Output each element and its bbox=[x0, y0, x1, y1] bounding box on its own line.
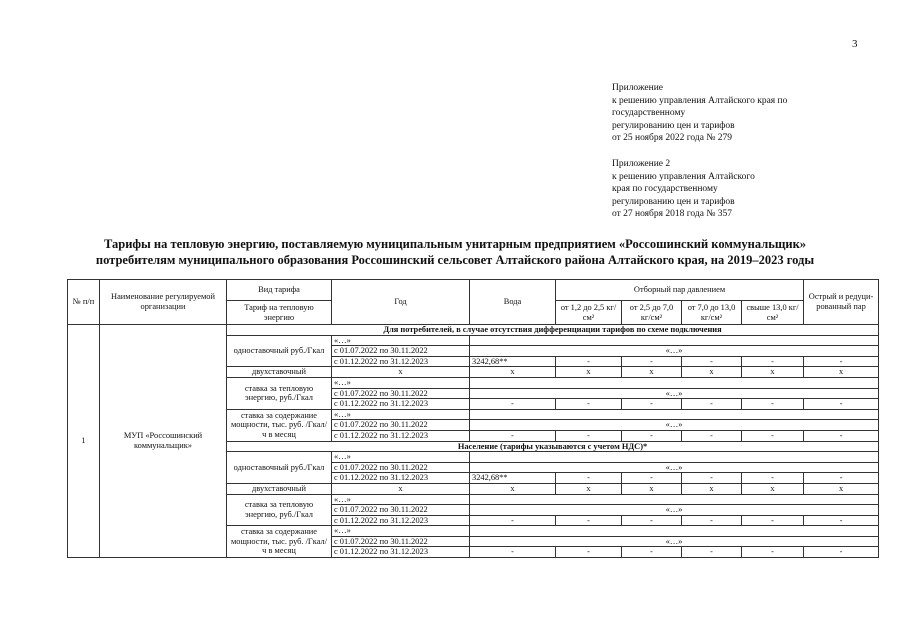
dash-cell: - bbox=[682, 430, 742, 441]
tariff-label-double: двухставочный bbox=[227, 367, 332, 378]
page-number: 3 bbox=[852, 38, 858, 50]
header-org: Наименование регулируемой организации bbox=[100, 280, 227, 325]
organization-name: МУП «Россошинский коммунальщик» bbox=[100, 325, 227, 558]
x-cell: х bbox=[682, 483, 742, 494]
annex-1-line: Приложение bbox=[612, 83, 663, 93]
x-cell: х bbox=[622, 367, 682, 378]
dash-cell: - bbox=[682, 515, 742, 526]
period-placeholder: «…» bbox=[332, 452, 470, 463]
period-cell: с 01.12.2022 по 31.12.2023 bbox=[332, 399, 470, 410]
period-cell: с 01.12.2022 по 31.12.2023 bbox=[332, 356, 470, 367]
x-cell: х bbox=[332, 483, 470, 494]
dash-cell: - bbox=[742, 515, 804, 526]
tariff-label-heat-rate: ставка за тепловую энергию, руб./Гкал bbox=[227, 377, 332, 409]
period-placeholder: «…» bbox=[332, 377, 470, 388]
dash-cell: - bbox=[804, 473, 879, 484]
dash-cell: - bbox=[742, 547, 804, 558]
tariff-label-capacity-rate: ставка за содержание мощности, тыс. руб. /Гкал/ч в месяц bbox=[227, 409, 332, 441]
period-cell: с 01.07.2022 по 30.11.2022 bbox=[332, 536, 470, 547]
header-sharp-steam: Острый и редуци-рованный пар bbox=[804, 280, 879, 325]
dash-cell: - bbox=[622, 430, 682, 441]
dash-cell: - bbox=[804, 356, 879, 367]
x-cell: х bbox=[332, 367, 470, 378]
dash-cell: - bbox=[682, 547, 742, 558]
annex-1-line: государственному bbox=[612, 108, 686, 118]
dash-cell: - bbox=[682, 399, 742, 410]
dash-cell: - bbox=[682, 356, 742, 367]
x-cell: х bbox=[470, 483, 556, 494]
period-placeholder: «…» bbox=[332, 526, 470, 537]
dash-cell: - bbox=[804, 430, 879, 441]
header-water: Вода bbox=[470, 280, 556, 325]
dash-cell: - bbox=[556, 473, 622, 484]
empty-cell bbox=[470, 526, 879, 537]
empty-cell bbox=[470, 452, 879, 463]
empty-cell bbox=[470, 409, 879, 420]
dash-cell: - bbox=[804, 399, 879, 410]
value-placeholder: «…» bbox=[470, 505, 879, 516]
dash-cell: - bbox=[622, 399, 682, 410]
document-title bbox=[40, 236, 870, 268]
dash-cell: - bbox=[622, 356, 682, 367]
section-heading: Для потребителей, в случае отсутствия дифференциации тарифов по схеме подключения bbox=[227, 325, 879, 336]
period-cell: с 01.12.2022 по 31.12.2023 bbox=[332, 430, 470, 441]
dash-cell: - bbox=[682, 473, 742, 484]
dash-cell: - bbox=[470, 547, 556, 558]
x-cell: х bbox=[742, 367, 804, 378]
x-cell: х bbox=[682, 367, 742, 378]
period-cell: с 01.07.2022 по 30.11.2022 bbox=[332, 462, 470, 473]
tariff-label-double: двухставочный bbox=[227, 483, 332, 494]
header-steam: Отборный пар давлением bbox=[556, 280, 804, 301]
tariff-label-heat-rate: ставка за тепловую энергию, руб./Гкал bbox=[227, 494, 332, 526]
dash-cell: - bbox=[556, 515, 622, 526]
dash-cell: - bbox=[804, 547, 879, 558]
dash-cell: - bbox=[556, 547, 622, 558]
period-cell: с 01.07.2022 по 30.11.2022 bbox=[332, 420, 470, 431]
period-cell: с 01.12.2022 по 31.12.2023 bbox=[332, 547, 470, 558]
x-cell: х bbox=[556, 483, 622, 494]
annex-2-line: Приложение 2 bbox=[612, 159, 671, 169]
header-pressure-3: от 7,0 до 13,0 кг/см² bbox=[682, 301, 742, 325]
water-price-cell: 3242,68** bbox=[470, 473, 556, 484]
title-line-1: Тарифы на тепловую энергию, поставляемую муниципальным унитарным предприятием «Россошинский коммунальщик» bbox=[103, 237, 807, 251]
tariff-label-single: одноставочный руб./Гкал bbox=[227, 452, 332, 484]
empty-cell bbox=[470, 377, 879, 388]
annex-2 bbox=[612, 158, 755, 221]
x-cell: х bbox=[804, 483, 879, 494]
period-placeholder: «…» bbox=[332, 494, 470, 505]
x-cell: х bbox=[622, 483, 682, 494]
period-cell: с 01.07.2022 по 30.11.2022 bbox=[332, 388, 470, 399]
period-placeholder: «…» bbox=[332, 409, 470, 420]
header-pressure-1: от 1,2 до 2,5 кг/см² bbox=[556, 301, 622, 325]
annex-1 bbox=[612, 82, 787, 145]
annex-2-line: к решению управления Алтайского bbox=[612, 171, 755, 182]
empty-cell bbox=[470, 335, 879, 346]
title-line-2: потребителям муниципального образования Россошинский сельсовет Алтайского района Алтайского края, на 2019–2023 годы bbox=[95, 253, 815, 267]
value-placeholder: «…» bbox=[470, 462, 879, 473]
period-placeholder: «…» bbox=[332, 335, 470, 346]
header-tariff-type: Вид тарифа bbox=[227, 280, 332, 301]
tariff-table bbox=[67, 279, 879, 558]
tariff-label-single: одноставочный руб./Гкал bbox=[227, 335, 332, 367]
header-num: № п/п bbox=[68, 280, 100, 325]
annex-2-line: от 27 ноября 2018 года № 357 bbox=[612, 209, 733, 219]
dash-cell: - bbox=[556, 430, 622, 441]
dash-cell: - bbox=[470, 399, 556, 410]
dash-cell: - bbox=[804, 515, 879, 526]
dash-cell: - bbox=[556, 399, 622, 410]
x-cell: х bbox=[742, 483, 804, 494]
x-cell: х bbox=[470, 367, 556, 378]
dash-cell: - bbox=[622, 547, 682, 558]
header-tariff-sub: Тариф на тепловую энергию bbox=[227, 301, 332, 325]
water-price-cell: 3242,68** bbox=[470, 356, 556, 367]
header-year: Год bbox=[332, 280, 470, 325]
row-number: 1 bbox=[68, 325, 100, 558]
period-cell: с 01.07.2022 по 30.11.2022 bbox=[332, 346, 470, 357]
annex-2-line: регулированию цен и тарифов bbox=[612, 196, 735, 207]
period-cell: с 01.07.2022 по 30.11.2022 bbox=[332, 505, 470, 516]
dash-cell: - bbox=[622, 473, 682, 484]
dash-cell: - bbox=[470, 430, 556, 441]
header-pressure-2: от 2,5 до 7,0 кг/см² bbox=[622, 301, 682, 325]
value-placeholder: «…» bbox=[470, 388, 879, 399]
section-heading: Население (тарифы указываются с учетом НДС)* bbox=[227, 441, 879, 452]
value-placeholder: «…» bbox=[470, 536, 879, 547]
dash-cell: - bbox=[622, 515, 682, 526]
value-placeholder: «…» bbox=[470, 346, 879, 357]
period-cell: с 01.12.2022 по 31.12.2023 bbox=[332, 515, 470, 526]
dash-cell: - bbox=[742, 399, 804, 410]
header-pressure-4: свыше 13,0 кг/см² bbox=[742, 301, 804, 325]
annex-1-line: регулированию цен и тарифов bbox=[612, 120, 735, 131]
x-cell: х bbox=[556, 367, 622, 378]
value-placeholder: «…» bbox=[470, 420, 879, 431]
x-cell: х bbox=[804, 367, 879, 378]
empty-cell bbox=[470, 494, 879, 505]
dash-cell: - bbox=[742, 430, 804, 441]
period-cell: с 01.12.2022 по 31.12.2023 bbox=[332, 473, 470, 484]
annex-2-line: края по государственному bbox=[612, 184, 718, 194]
dash-cell: - bbox=[556, 356, 622, 367]
dash-cell: - bbox=[742, 356, 804, 367]
annex-1-line: к решению управления Алтайского края по bbox=[612, 95, 788, 106]
tariff-label-capacity-rate: ставка за содержание мощности, тыс. руб. /Гкал/ч в месяц bbox=[227, 526, 332, 558]
dash-cell: - bbox=[470, 515, 556, 526]
annex-1-line: от 25 ноября 2022 года № 279 bbox=[612, 133, 733, 143]
dash-cell: - bbox=[742, 473, 804, 484]
